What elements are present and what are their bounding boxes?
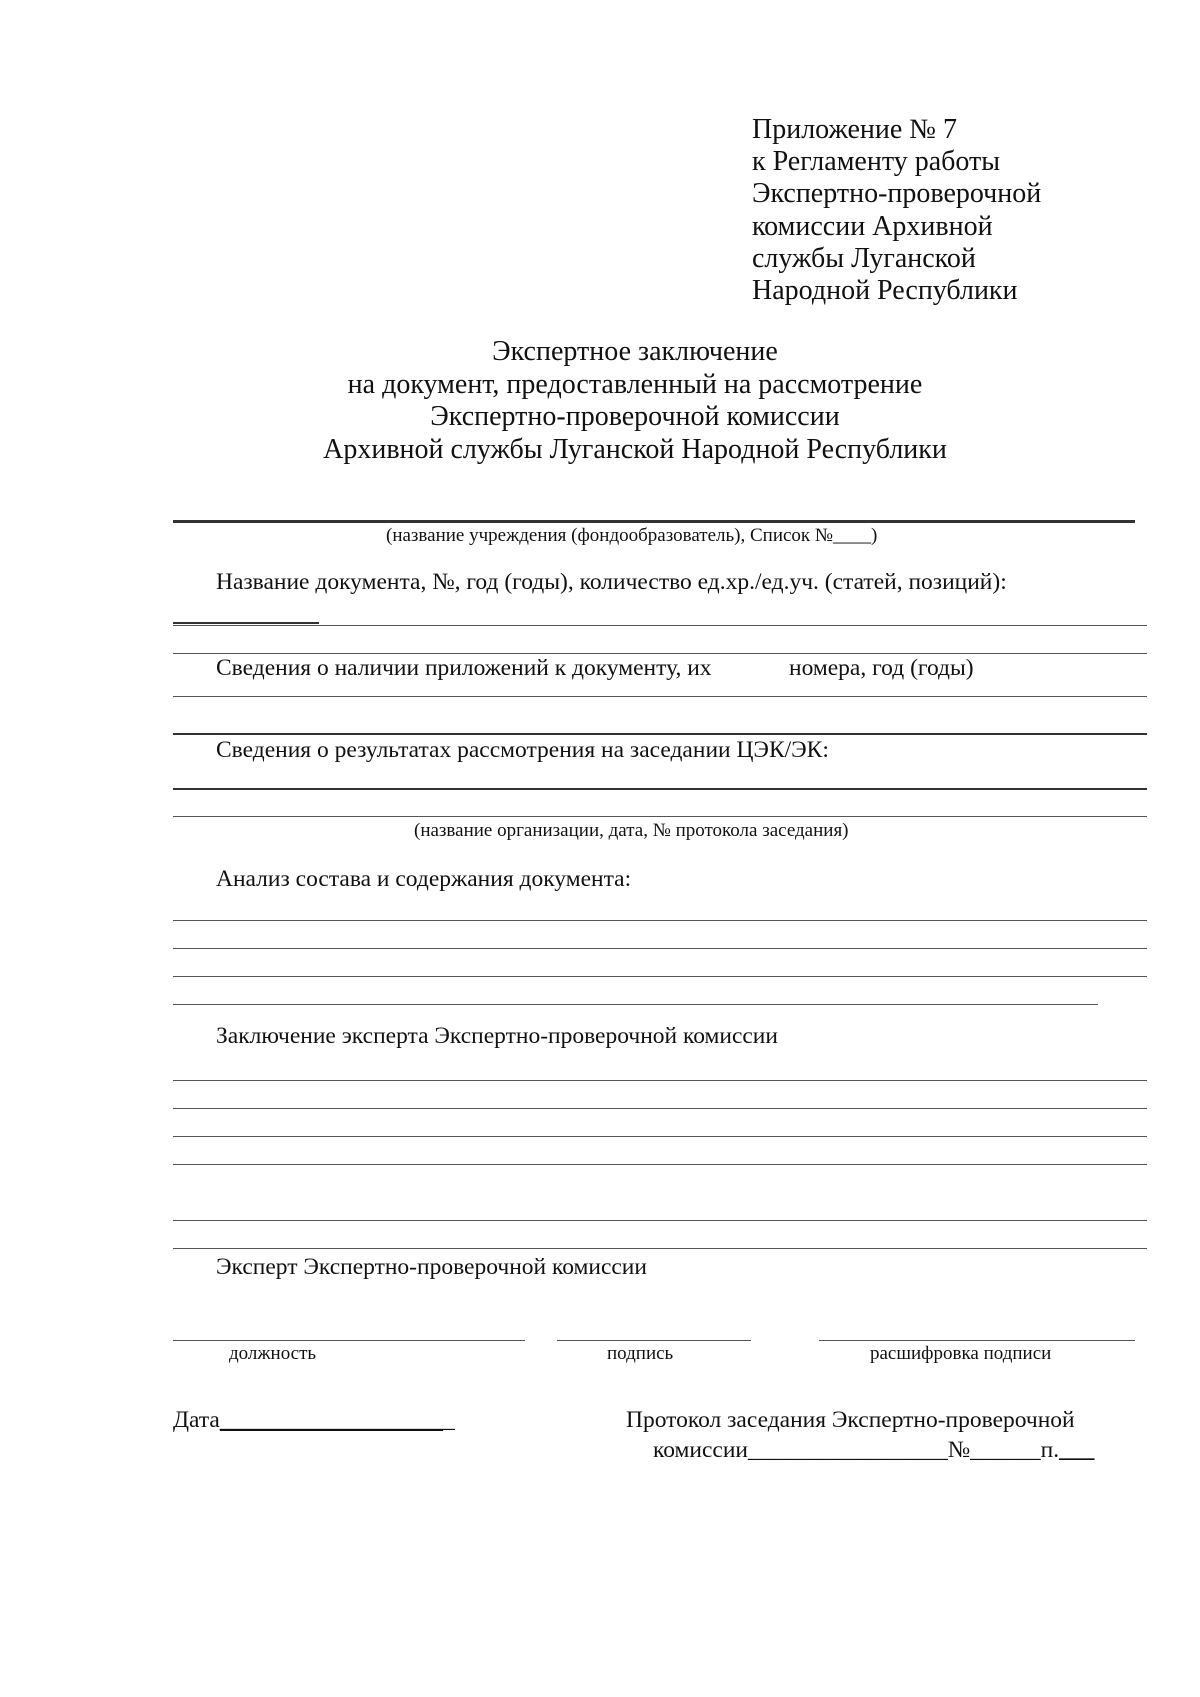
protocol-line-1: Протокол заседания Экспертно-проверочной — [626, 1407, 1075, 1433]
conclusion-line — [173, 1220, 1147, 1221]
appendix-line: Приложение № 7 — [752, 114, 957, 145]
analysis-line — [173, 920, 1147, 921]
sign-line — [557, 1340, 751, 1341]
review-line — [173, 788, 1147, 790]
doc-name-short-line — [173, 622, 319, 624]
institution-caption: (название учреждения (фондообразователь), Список №____) — [386, 525, 878, 546]
expert-label: Эксперт Экспертно-проверочной комиссии — [216, 1254, 647, 1280]
decoding-line — [819, 1340, 1135, 1341]
appendix-line: комиссии Архивной — [752, 210, 993, 242]
title-line: Экспертное заключение — [492, 336, 778, 367]
date-label: Дата — [173, 1407, 220, 1433]
attachments-line-2 — [173, 733, 1147, 735]
conclusion-line — [173, 1136, 1147, 1137]
protocol-number-sign: № — [947, 1437, 971, 1463]
conclusion-line — [173, 1108, 1147, 1109]
analysis-line — [173, 1004, 1098, 1005]
doc-name-label: Название документа, №, год (годы), количество ед.хр./ед.уч. (статей, позиций): — [216, 569, 1007, 595]
protocol-blank-1: _________________ — [748, 1437, 948, 1463]
title-line: на документ, предоставленный на рассмотрение — [347, 368, 923, 400]
position-caption: должность — [229, 1343, 317, 1364]
institution-line — [173, 520, 1135, 523]
attachments-label-b: номера, год (годы) — [789, 655, 974, 681]
doc-name-line-2 — [173, 653, 1147, 654]
analysis-line — [173, 948, 1147, 949]
appendix-line: Экспертно-проверочной — [752, 178, 1042, 210]
conclusion-line — [173, 1164, 1147, 1165]
org-caption: (название организации, дата, № протокола заседания) — [414, 820, 849, 841]
conclusion-label: Заключение эксперта Экспертно-проверочной комиссии — [216, 1023, 778, 1049]
analysis-label: Анализ состава и содержания документа: — [216, 866, 632, 892]
sign-caption: подпись — [607, 1343, 674, 1364]
appendix-block — [752, 114, 1041, 307]
doc-name-line — [173, 625, 1147, 626]
date-blank: ___________________ — [219, 1407, 444, 1433]
appendix-line: Народной Республики — [752, 275, 1018, 307]
document-title — [0, 336, 1200, 466]
review-line-2 — [173, 816, 1147, 817]
decoding-caption: расшифровка подписи — [870, 1343, 1052, 1364]
position-line — [173, 1340, 525, 1341]
attachments-label-a: Сведения о наличии приложений к документу, их — [216, 655, 712, 681]
protocol-blank-2: ______ — [970, 1437, 1041, 1463]
title-line: Архивной службы Луганской Народной Республики — [323, 433, 947, 465]
conclusion-line — [173, 1248, 1147, 1249]
date-field — [173, 1407, 455, 1434]
date-tail: _ — [443, 1407, 455, 1433]
attachments-line — [173, 696, 1147, 697]
conclusion-line — [173, 1080, 1147, 1081]
protocol-blank-3: ___ — [1059, 1437, 1095, 1463]
review-label: Сведения о результатах рассмотрения на заседании ЦЭК/ЭК: — [216, 737, 829, 763]
appendix-line: к Регламенту работы — [752, 146, 1001, 178]
protocol-item: п. — [1040, 1437, 1060, 1463]
protocol-line-2 — [653, 1437, 1094, 1464]
title-line: Экспертно-проверочной комиссии — [430, 401, 840, 432]
analysis-line — [173, 976, 1147, 977]
appendix-line: службы Луганской — [752, 242, 976, 274]
protocol-word: комиссии — [653, 1437, 748, 1463]
